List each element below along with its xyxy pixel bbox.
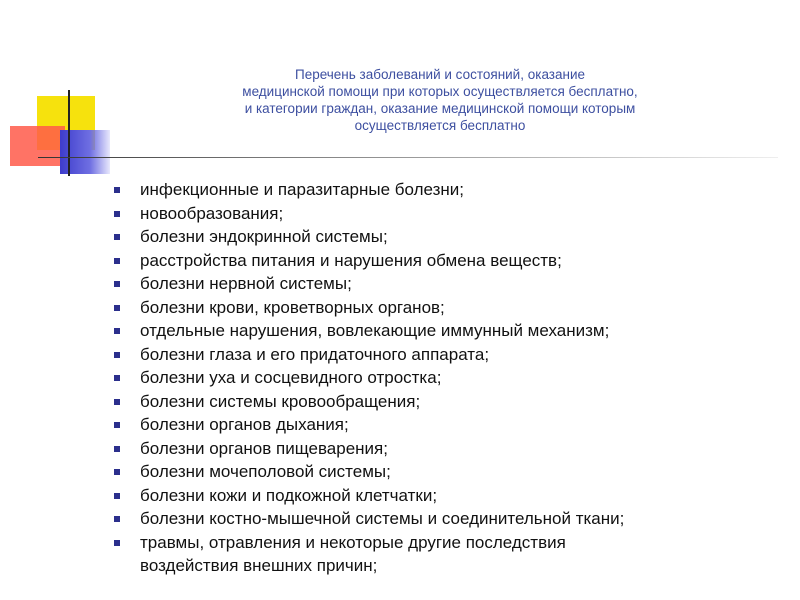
- bullet-icon: [114, 399, 120, 405]
- title-line: и категории граждан, оказание медицинской помощи которым: [244, 101, 636, 116]
- logo-vertical-line: [68, 90, 70, 176]
- bullet-icon: [114, 258, 120, 264]
- list-item: отдельные нарушения, вовлекающие иммунный механизм;: [112, 319, 792, 343]
- bullet-icon: [114, 187, 120, 193]
- bullet-icon: [114, 493, 120, 499]
- list-item: болезни уха и сосцевидного отростка;: [112, 366, 792, 390]
- list-item: болезни мочеполовой системы;: [112, 460, 792, 484]
- list-item: болезни органов пищеварения;: [112, 437, 792, 461]
- list-item: болезни крови, кроветворных органов;: [112, 296, 792, 320]
- bullet-icon: [114, 352, 120, 358]
- title-line: медицинской помощи при которых осуществляется бесплатно,: [242, 84, 638, 99]
- list-item: новообразования;: [112, 202, 792, 226]
- list-item: болезни глаза и его придаточного аппарата;: [112, 343, 792, 367]
- slide-title: [160, 66, 720, 134]
- title-line: Перечень заболеваний и состояний, оказание: [294, 67, 585, 82]
- bullet-icon: [114, 328, 120, 334]
- bullet-icon: [114, 234, 120, 240]
- bullet-icon: [114, 281, 120, 287]
- bullet-icon: [114, 516, 120, 522]
- list-item: инфекционные и паразитарные болезни;: [112, 178, 792, 202]
- disease-list: [112, 178, 792, 578]
- logo-square-red: [10, 126, 65, 166]
- list-item: болезни кожи и подкожной клетчатки;: [112, 484, 792, 508]
- bullet-icon: [114, 446, 120, 452]
- bullet-icon: [114, 305, 120, 311]
- list-item: болезни нервной системы;: [112, 272, 792, 296]
- list-item: болезни костно-мышечной системы и соединительной ткани;: [112, 507, 792, 531]
- list-item: болезни эндокринной системы;: [112, 225, 792, 249]
- list-item: расстройства питания и нарушения обмена веществ;: [112, 249, 792, 273]
- title-divider: [38, 157, 778, 158]
- bullet-icon: [114, 211, 120, 217]
- bullet-icon: [114, 540, 120, 546]
- bullet-icon: [114, 469, 120, 475]
- bullet-icon: [114, 422, 120, 428]
- list-item: болезни органов дыхания;: [112, 413, 792, 437]
- list-item: болезни системы кровообращения;: [112, 390, 792, 414]
- title-line: осуществляется бесплатно: [354, 118, 526, 133]
- list-item: травмы, отравления и некоторые другие последствия воздействия внешних причин;: [112, 531, 792, 578]
- bullet-icon: [114, 375, 120, 381]
